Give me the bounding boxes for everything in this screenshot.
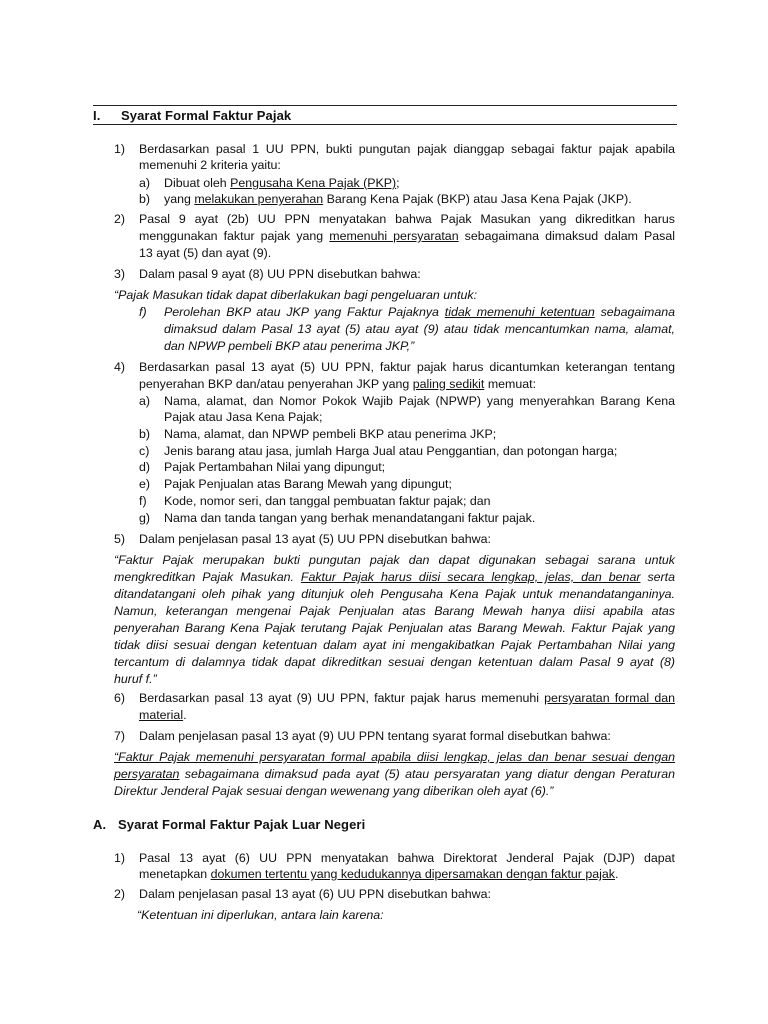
section-number: A. bbox=[93, 817, 107, 832]
subitem-letter: f) bbox=[139, 494, 147, 508]
subitem-letter: b) bbox=[139, 427, 151, 441]
paragraph-line: Dalam penjelasan pasal 13 ayat (9) UU PPN tentang syarat formal disebutkan bahwa: bbox=[139, 729, 611, 743]
quote-line: Namun, keterangan mengenai Pajak Penjualan atas Barang Mewah hanya diisi apabila atas bbox=[114, 604, 675, 618]
section-title: Syarat Formal Faktur Pajak Luar Negeri bbox=[118, 817, 366, 832]
heading-rule-top bbox=[93, 105, 677, 106]
paragraph-line: penyerahan BKP dan/atau penyerahan JKP yang paling sedikit memuat: bbox=[139, 377, 537, 391]
paragraph-line: memenuhi 2 kriteria yaitu: bbox=[139, 158, 281, 172]
quote-line: dan NPWP pembeli BKP atau penerima JKP,” bbox=[164, 339, 415, 353]
item-number: 1) bbox=[114, 142, 126, 156]
quote-line: Direktur Jenderal Pajak sesuai dengan wewenang yang diberikan oleh ayat (6).” bbox=[114, 784, 554, 798]
list-item: Pajak Penjualan atas Barang Mewah yang dipungut; bbox=[164, 477, 452, 491]
quote-line: tidak diisi sesuai dengan ketentuan dalam ayat ini mengakibatkan Pajak Pertambahan Nilai yang bbox=[114, 638, 675, 652]
section-number: I. bbox=[93, 108, 101, 123]
list-item: Pajak Pertambahan Nilai yang dipungut; bbox=[164, 460, 386, 474]
paragraph-line: Berdasarkan pasal 13 ayat (9) UU PPN, faktur pajak harus memenuhi persyaratan formal dan bbox=[139, 691, 675, 705]
item-number: 3) bbox=[114, 267, 126, 281]
quote-line: penyerahan Barang Kena Pajak terutang Pajak Penjualan atas Barang Mewah. Faktur Pajak yang bbox=[114, 621, 675, 635]
item-number: 4) bbox=[114, 360, 126, 374]
paragraph-line: Dalam penjelasan pasal 13 ayat (5) UU PPN disebutkan bahwa: bbox=[139, 532, 491, 546]
paragraph-line: menggunakan faktur pajak yang memenuhi persyaratan sebagaimana dimaksud dalam Pasal bbox=[139, 229, 675, 243]
quote-line: huruf f.” bbox=[114, 672, 157, 686]
paragraph-line: menetapkan dokumen tertentu yang kedudukannya dipersamakan dengan faktur pajak. bbox=[139, 867, 619, 881]
list-item: Dibuat oleh Pengusaha Kena Pajak (PKP); bbox=[164, 176, 400, 190]
item-number: 7) bbox=[114, 729, 126, 743]
subitem-letter: b) bbox=[139, 192, 151, 206]
heading-rule-bottom bbox=[93, 124, 677, 125]
subitem-letter: f) bbox=[139, 305, 147, 319]
quote-line: tercantum di dalamnya tidak dapat dikreditkan sesuai dengan ketentuan dalam Pasal 9 ayat (8) bbox=[114, 655, 675, 669]
quote-line: “Faktur Pajak merupakan bukti pungutan pajak dan dapat digunakan sebagai sarana untuk bbox=[114, 553, 675, 567]
quote-line: Perolehan BKP atau JKP yang Faktur Pajaknya tidak memenuhi ketentuan sebagaimana bbox=[164, 305, 675, 319]
subitem-letter: d) bbox=[139, 460, 151, 474]
list-item: Jenis barang atau jasa, jumlah Harga Jual atau Penggantian, dan potongan harga; bbox=[164, 444, 618, 458]
subitem-letter: c) bbox=[139, 444, 150, 458]
quote-line: “Faktur Pajak memenuhi persyaratan formal apabila diisi lengkap, jelas dan benar sesuai dengan bbox=[114, 750, 675, 764]
subitem-letter: a) bbox=[139, 394, 151, 408]
item-number: 1) bbox=[114, 851, 126, 865]
quote-line: “Pajak Masukan tidak dapat diberlakukan bagi pengeluaran untuk: bbox=[114, 288, 478, 302]
paragraph-line: Dalam pasal 9 ayat (8) UU PPN disebutkan bahwa: bbox=[139, 267, 421, 281]
paragraph-line: Berdasarkan pasal 1 UU PPN, bukti pungutan pajak dianggap sebagai faktur pajak apabila bbox=[139, 142, 675, 156]
paragraph-line: Pasal 13 ayat (6) UU PPN menyatakan bahwa Direktorat Jenderal Pajak (DJP) dapat bbox=[139, 851, 675, 865]
item-number: 2) bbox=[114, 212, 126, 226]
list-item: Nama dan tanda tangan yang berhak menandatangani faktur pajak. bbox=[164, 511, 536, 525]
subitem-letter: a) bbox=[139, 176, 151, 190]
quote-line: persyaratan sebagaimana dimaksud pada ayat (5) atau persyaratan yang diatur dengan Peraturan bbox=[114, 767, 675, 781]
item-number: 2) bbox=[114, 887, 126, 901]
item-number: 6) bbox=[114, 691, 126, 705]
quote-line: mengkreditkan Pajak Masukan. Faktur Pajak harus diisi secara lengkap, jelas, dan benar serta bbox=[114, 570, 675, 584]
list-item: yang melakukan penyerahan Barang Kena Pajak (BKP) atau Jasa Kena Pajak (JKP). bbox=[164, 192, 632, 206]
list-item: Nama, alamat, dan Nomor Pokok Wajib Pajak (NPWP) yang menyerahkan Barang Kena bbox=[164, 394, 675, 408]
subitem-letter: g) bbox=[139, 511, 151, 525]
item-number: 5) bbox=[114, 532, 126, 546]
subitem-letter: e) bbox=[139, 477, 151, 491]
paragraph-line: material. bbox=[139, 708, 187, 722]
paragraph-line: Pasal 9 ayat (2b) UU PPN menyatakan bahwa Pajak Masukan yang dikreditkan harus bbox=[139, 212, 675, 226]
paragraph-line: Berdasarkan pasal 13 ayat (5) UU PPN, faktur pajak harus dicantumkan keterangan tentang bbox=[139, 360, 675, 374]
paragraph-line: Dalam penjelasan pasal 13 ayat (6) UU PPN disebutkan bahwa: bbox=[139, 887, 491, 901]
quote-line: ditandatangani oleh pihak yang ditunjuk oleh Pengusaha Kena Pajak untuk menandatanganinya. bbox=[114, 587, 675, 601]
section-title: Syarat Formal Faktur Pajak bbox=[121, 108, 292, 123]
list-item: Nama, alamat, dan NPWP pembeli BKP atau penerima JKP; bbox=[164, 427, 497, 441]
quote-line: dimaksud dalam Pasal 13 ayat (5) atau ayat (9) atau tidak mencantumkan nama, alamat, bbox=[164, 322, 675, 336]
quote-line: “Ketentuan ini diperlukan, antara lain karena: bbox=[137, 908, 384, 922]
list-item: Kode, nomor seri, dan tanggal pembuatan faktur pajak; dan bbox=[164, 494, 491, 508]
paragraph-line: 13 ayat (5) dan ayat (9). bbox=[139, 246, 272, 260]
list-item: Pajak atau Jasa Kena Pajak; bbox=[164, 410, 323, 424]
